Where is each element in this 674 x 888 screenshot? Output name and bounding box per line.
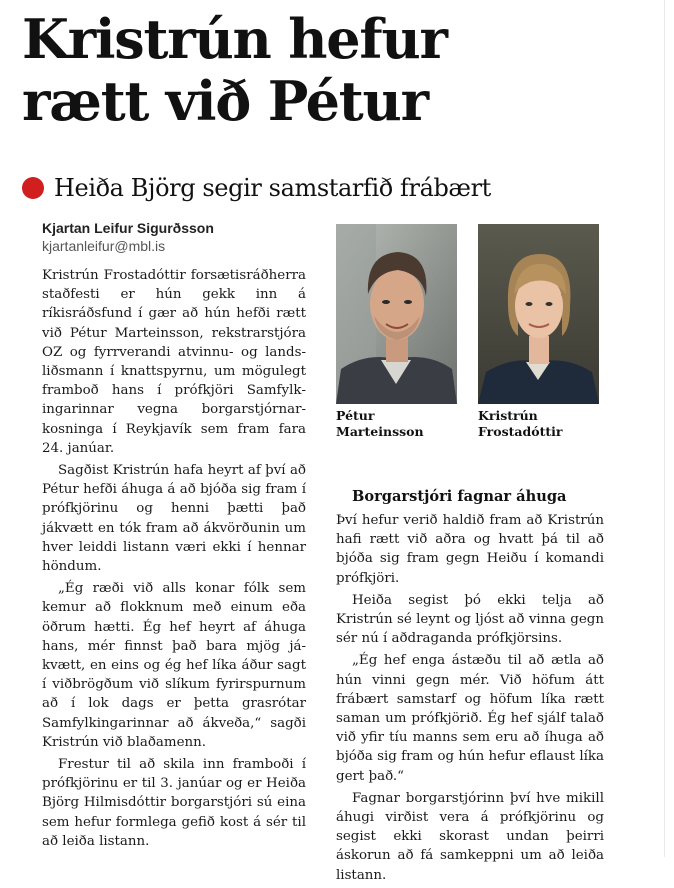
paragraph: Kristrún Frostadóttir forsætisráðherra staðfesti er hún gekk inn á ríkisráðsfund í gær að hún hefði rætt við Pétur Marteinsson, rekstrarstjóra OZ og fyrrverandi atvinnu- og landsliðsmann í knattspyrnu, um mögulegt framboð hans í prófkjöri Samfylkingarinnar vegna borgarstjórnarkosninga í Reykjavík sem fram fara 24. janúar. xyxy=(42,268,306,456)
subheadline-text: Heiða Björg segir samstarfið frábært xyxy=(54,174,491,202)
paragraph: „Ég ræði við alls konar fólk sem kemur að flokknum með einum eða öðrum hætti. Ég hef heyrt af áhuga hans, mér finnst það bara mjög jákvætt, en eins og ég hef líka áður sagt í viðbrögðum við slíkum fyrirspurnum að í lok dags er þetta grasrótar Samfylkingarinnar að ákveða,“ sagði Kristrún við blaðamenn. xyxy=(42,581,306,750)
photo-kristrun-frostadottir xyxy=(478,224,599,404)
paragraph: Frestur til að skila inn framboði í prófkjörinu er til 3. janúar og er Heiða Björg Hilmisdóttir borgarstjóri sú eina sem hefur formlega gefið kost á sér til að leiða listann. xyxy=(42,757,306,849)
portrait-woman-image xyxy=(478,224,599,404)
headline xyxy=(22,8,662,132)
photo-caption-petur: Pétur Marteinsson xyxy=(336,408,424,439)
paragraph: Heiða segist þó ekki telja að Kristrún sé leynt og ljóst að vinna gegn sér nú í aðdraganda prófkjörsins. xyxy=(336,592,604,647)
headline-line-2: rætt við Pétur xyxy=(22,69,428,133)
headline-line-1: Kristrún hefur xyxy=(22,7,447,71)
byline xyxy=(42,219,302,256)
photo-caption-kristrun: Kristrún Frostadóttir xyxy=(478,408,563,439)
photo-petur-marteinsson xyxy=(336,224,457,404)
author-email[interactable]: kjartanleifur@mbl.is xyxy=(42,238,166,254)
paragraph: Sagðist Kristrún hafa heyrt af því að Pétur hefði áhuga á að bjóða sig fram í prófkjörinu og henni þætti það jákvætt en tók fram að ákvörðunin um hver leiddi listann væri ekki í hennar höndum. xyxy=(42,463,306,575)
subheadline xyxy=(22,172,662,204)
paragraph: „Ég hef enga ástæðu til að ætla að hún vinni gegn mér. Við höfum átt frábært samstarf og höfum líka rætt saman um prófkjörið. Ég hef sjálf talað við yfir tíu manns sem eru að íhuga að bjóða sig fram og hún hefur eflaust líka gert það.“ xyxy=(336,653,604,784)
article-body-right xyxy=(336,486,604,888)
red-bullet-icon xyxy=(22,177,44,199)
author-name: Kjartan Leifur Sigurðsson xyxy=(42,220,214,236)
paragraph: Fagnar borgarstjórinn því hve mikill áhugi virðist vera á prófkjörinu og segist ekki skorast undan þeirri áskorun að fá samkeppni um að leiða listann. xyxy=(336,790,604,883)
article-body-left xyxy=(42,266,306,854)
paragraph: Því hefur verið haldið fram að Kristrún hafi rætt við aðra og hvatt þá til að bjóða sig fram gegn Heiðu í komandi prófkjöri. xyxy=(336,513,604,586)
page-edge xyxy=(664,0,665,857)
section-heading: Borgarstjóri fagnar áhuga xyxy=(352,488,567,505)
portrait-man-image xyxy=(336,224,457,404)
